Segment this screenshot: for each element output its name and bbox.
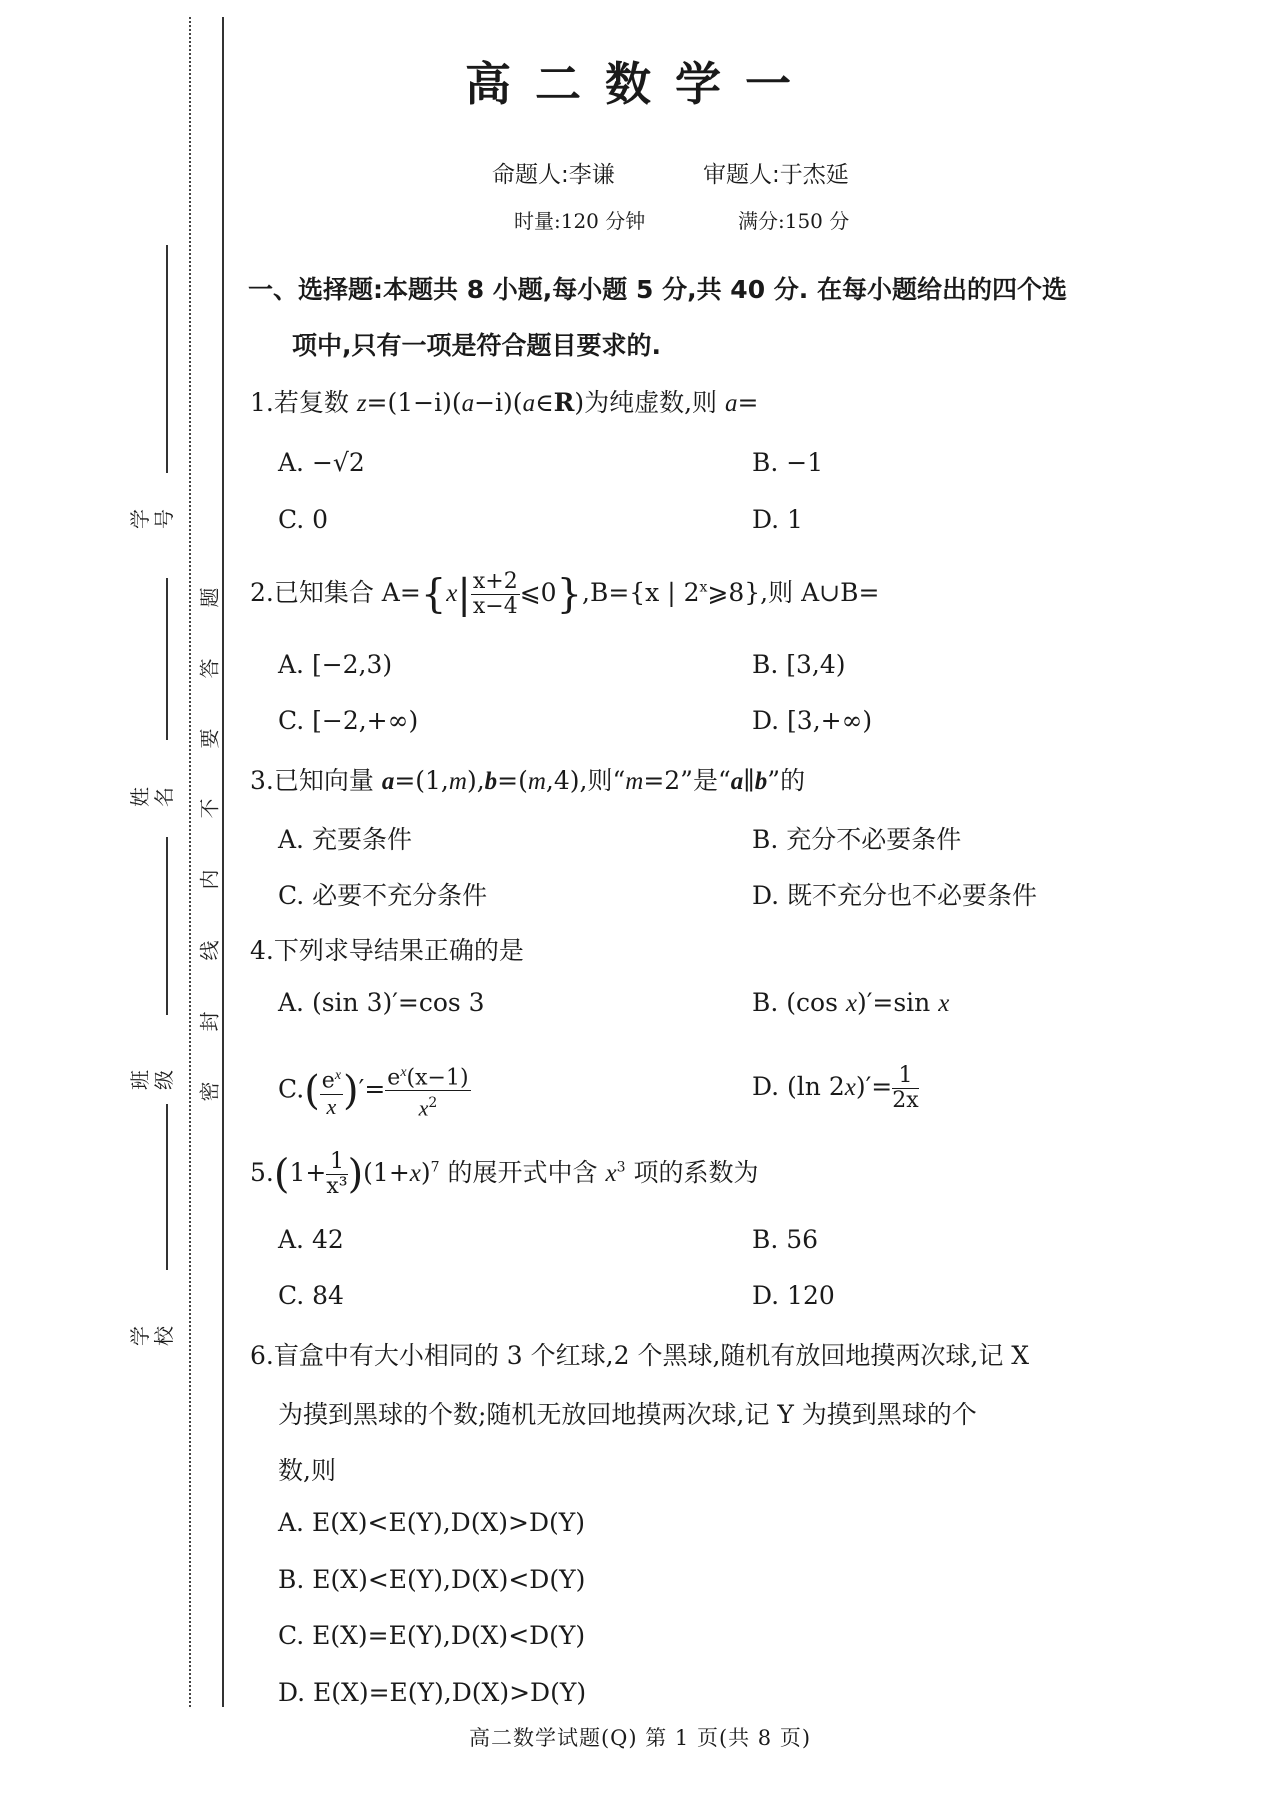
q6-option-d: D. E(X)=E(Y),D(X)>D(Y) [278, 1678, 587, 1707]
q3-option-b: B. 充分不必要条件 [752, 825, 962, 854]
seal-char: 内 [197, 869, 222, 890]
question-4: 4.下列求导结果正确的是 [250, 936, 524, 965]
school-label: 学 校 [128, 1326, 176, 1346]
question-6-line-3: 数,则 [278, 1456, 336, 1485]
q1-option-a: A. −√2 [278, 448, 365, 477]
q4-option-b: B. (cos x)′=sin x [752, 988, 950, 1017]
binding-solid-line [222, 17, 224, 1707]
question-5: 5.(1+ $\frac{1}{\text{x³}}$ )$(1+x)^7$ 的展开式中含 $x^3$ 项的系数为 [250, 1149, 759, 1199]
name-fill-line[interactable] [166, 578, 168, 740]
author: 命题人:李谦 [492, 162, 615, 188]
question-6: 6.盲盒中有大小相同的 3 个红球,2 个黑球,随机有放回地摸两次球,记 X [250, 1341, 1030, 1370]
seal-char: 线 [197, 940, 222, 961]
binding-dotted-line [189, 17, 191, 1707]
seal-char: 封 [197, 1011, 222, 1032]
class-fill-line[interactable] [166, 837, 168, 1015]
q6-option-b: B. E(X)<E(Y),D(X)<D(Y) [278, 1565, 586, 1594]
seal-char: 要 [197, 728, 222, 749]
page-title: 高二数学一 [465, 57, 815, 111]
q1-option-c: C. 0 [278, 505, 329, 534]
q2-option-a: A. [−2,3) [278, 650, 393, 679]
name-label: 姓 名 [128, 787, 176, 807]
page-footer: 高二数学试题(Q) 第 1 页(共 8 页) [468, 1726, 812, 1750]
question-3: 3.已知向量 a=(1,m),b=(m,4),则“m=2”是“a∥b”的 [250, 766, 806, 795]
school-fill-line[interactable] [166, 1104, 168, 1270]
question-2: 2.已知集合 A={x| $\frac{x+2}{x-4}$ ⩽0},B={x | 2$^x$⩾8},则 A∪B= [250, 569, 880, 619]
q3-option-d: D. 既不充分也不必要条件 [752, 881, 1038, 910]
q3-option-a: A. 充要条件 [278, 825, 412, 854]
q2-option-b: B. [3,4) [752, 650, 846, 679]
section-heading: 一、选择题:本题共 8 小题,每小题 5 分,共 40 分. 在每小题给出的四个选 [248, 275, 1067, 304]
question-1: 1.若复数 z=(1−i)(a−i)(a∈R)为纯虚数,则 a= [250, 388, 759, 417]
question-6-line-2: 为摸到黑球的个数;随机无放回地摸两次球,记 Y 为摸到黑球的个 [278, 1400, 977, 1429]
q5-option-b: B. 56 [752, 1225, 819, 1254]
seal-char: 题 [197, 587, 222, 608]
time-limit: 时量:120 分钟 [514, 209, 646, 233]
q6-option-c: C. E(X)=E(Y),D(X)<D(Y) [278, 1621, 586, 1650]
seal-char: 答 [197, 658, 222, 679]
seal-char: 密 [197, 1081, 222, 1102]
q3-option-c: C. 必要不充分条件 [278, 881, 488, 910]
seal-char: 不 [197, 798, 222, 819]
q4-option-d: D. (ln 2x)′= $\frac{1}{2x}$ [752, 1063, 919, 1113]
q6-option-a: A. E(X)<E(Y),D(X)>D(Y) [278, 1508, 586, 1537]
q4-option-a: A. (sin 3)′=cos 3 [278, 988, 485, 1017]
student-id-fill-line[interactable] [166, 245, 168, 473]
q1-option-b: B. −1 [752, 448, 824, 477]
q1-option-d: D. 1 [752, 505, 803, 534]
class-label: 班 级 [128, 1070, 176, 1090]
q5-option-a: A. 42 [278, 1225, 344, 1254]
section-heading-cont: 项中,只有一项是符合题目要求的. [292, 331, 661, 360]
q2-option-c: C. [−2,+∞) [278, 706, 419, 735]
full-score: 满分:150 分 [738, 209, 850, 233]
q4-option-c: C.( $\frac{e^x}{x}$ )′= $\frac{e^x(x-1)}{x^2}$ [278, 1060, 471, 1122]
q2-option-d: D. [3,+∞) [752, 706, 873, 735]
student-id-label: 学 号 [128, 509, 176, 529]
q5-option-d: D. 120 [752, 1281, 835, 1310]
q5-option-c: C. 84 [278, 1281, 344, 1310]
reviewer: 审题人:于杰延 [703, 162, 849, 188]
question-number: 1. [250, 388, 274, 417]
